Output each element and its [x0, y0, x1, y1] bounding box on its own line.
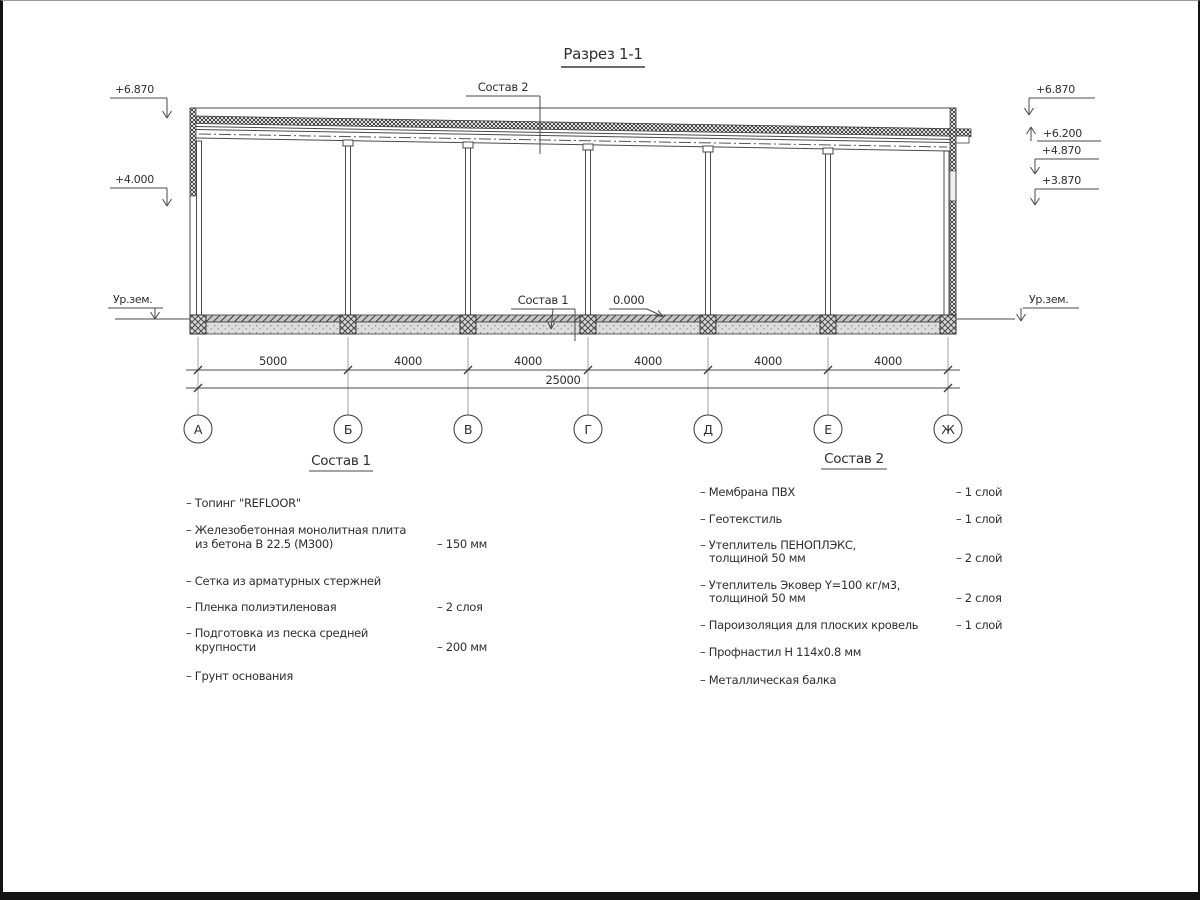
dim-segment-3: 4000 — [513, 354, 543, 368]
elevation-right-3-label: +4.870 — [1042, 144, 1081, 157]
comp1-item-5-value: – 200 мм — [437, 640, 487, 654]
callout-sostav2-label: Состав 2 — [477, 80, 529, 94]
comp2-item-1: – Мембрана ПВХ — [700, 485, 795, 499]
axis-markers — [184, 415, 962, 443]
column-d-capital — [703, 146, 713, 152]
comp1-item-2-value: – 150 мм — [437, 537, 487, 551]
axis-label-v: В — [463, 422, 473, 437]
dim-segment-5: 4000 — [753, 354, 783, 368]
slab-sand-layer — [190, 322, 956, 334]
comp2-item-4-value: – 2 слоя — [956, 591, 1002, 605]
foundation-block-b — [340, 315, 356, 334]
comp2-item-1-value: – 1 слой — [956, 485, 1003, 499]
comp2-item-4-line2: толщиной 50 мм — [709, 591, 806, 605]
elevation-right-1-label: +6.870 — [1036, 83, 1075, 96]
comp1-item-5-line2: крупности — [195, 640, 256, 654]
elevation-right-2-label: +6.200 — [1043, 127, 1082, 140]
axis-label-d: Д — [703, 422, 713, 437]
callout-sostav1-label: Состав 1 — [517, 293, 569, 307]
column-a — [197, 141, 202, 316]
ground-level-right-arrow — [1017, 308, 1026, 321]
column-g — [586, 150, 591, 316]
elevation-left-mid-label: +4.000 — [115, 173, 154, 186]
composition-1 — [186, 453, 487, 683]
dim-segment-4: 4000 — [633, 354, 663, 368]
right-wall-panel-lower — [950, 201, 956, 319]
axis-label-b: Б — [343, 422, 353, 437]
callouts — [466, 80, 663, 341]
composition-2 — [700, 451, 1002, 687]
comp2-item-6: – Профнастил Н 114х0.8 мм — [700, 645, 862, 659]
right-wall-window-band — [950, 171, 956, 201]
roof-overhang-bracket — [956, 136, 969, 143]
zero-level-label: 0.000 — [613, 293, 645, 307]
foundation-block-a — [190, 315, 206, 334]
foundation-block-g — [580, 315, 596, 334]
column-e-capital — [823, 148, 833, 154]
comp2-item-3-value: – 2 слой — [956, 551, 1003, 565]
columns — [197, 140, 950, 316]
elevation-right-2-arrow-up — [1027, 127, 1036, 141]
elevation-marks-left — [108, 83, 172, 319]
elevation-right-4-arrow — [1031, 189, 1040, 205]
elevation-right-4-label: +3.870 — [1042, 174, 1081, 187]
section-drawing-svg — [3, 1, 1200, 900]
comp2-item-2-value: – 1 слой — [956, 512, 1003, 526]
column-zh — [944, 151, 949, 316]
comp1-item-2-line1: – Железобетонная монолитная плита — [186, 523, 407, 537]
axis-label-zh: Ж — [941, 422, 955, 437]
elevation-left-mid-arrow — [163, 188, 172, 206]
dim-segment-1: 5000 — [258, 354, 288, 368]
dim-total: 25000 — [545, 373, 581, 387]
foundation-block-zh — [940, 315, 956, 334]
ground-level-left-arrow — [151, 308, 160, 319]
comp1-item-2-line2: из бетона В 22.5 (М300) — [195, 537, 334, 551]
comp2-item-7: – Металлическая балка — [700, 673, 837, 687]
column-e — [826, 154, 831, 316]
column-b — [346, 146, 351, 316]
comp1-item-1: – Топинг "REFLOOR" — [186, 496, 301, 510]
elevation-left-top-arrow — [163, 98, 172, 118]
comp2-title: Состав 2 — [824, 451, 884, 467]
dim-segment-6: 4000 — [873, 354, 903, 368]
axis-label-e: Е — [824, 422, 832, 437]
comp2-item-5: – Пароизоляция для плоских кровель — [700, 618, 919, 632]
comp1-item-4: – Пленка полиэтиленовая — [186, 600, 337, 614]
comp1-item-5-line1: – Подготовка из песка средней — [186, 626, 369, 640]
comp2-item-3-line2: толщиной 50 мм — [709, 551, 806, 565]
axis-label-a: А — [193, 422, 203, 437]
column-v-capital — [463, 142, 473, 148]
axis-label-g: Г — [584, 422, 592, 437]
left-wall-panel — [190, 108, 196, 196]
comp1-item-4-value: – 2 слоя — [437, 600, 483, 614]
elevation-marks-right — [1017, 83, 1102, 321]
roof — [190, 108, 971, 151]
ground-level-right-label: Ур.зем. — [1029, 293, 1069, 306]
elevation-right-3-arrow — [1031, 159, 1040, 174]
elevation-left-top-label: +6.870 — [115, 83, 154, 96]
comp1-item-6: – Грунт основания — [186, 669, 293, 683]
foundation-block-v — [460, 315, 476, 334]
ground-level-left-label: Ур.зем. — [113, 293, 153, 306]
comp2-item-2: – Геотекстиль — [700, 512, 782, 526]
elevation-right-1-arrow — [1025, 98, 1034, 115]
comp2-item-3-line1: – Утеплитель ПЕНОПЛЭКС, — [700, 538, 856, 552]
floor-slab — [115, 315, 1015, 334]
foundation-block-d — [700, 315, 716, 334]
drawing-title: Разрез 1-1 — [563, 45, 643, 63]
slab-top-layer — [190, 315, 956, 322]
comp1-title: Состав 1 — [311, 453, 371, 469]
foundation-block-e — [820, 315, 836, 334]
right-wall-panel-upper — [950, 108, 956, 171]
column-g-capital — [583, 144, 593, 150]
column-v — [466, 148, 471, 316]
comp2-item-4-line1: – Утеплитель Эковер Y=100 кг/м3, — [700, 578, 901, 592]
dimension-block — [186, 337, 960, 415]
comp2-item-5-value: – 1 слой — [956, 618, 1003, 632]
dim-segment-2: 4000 — [393, 354, 423, 368]
column-b-capital — [343, 140, 353, 146]
roof-beam-bottom-line — [196, 138, 950, 151]
comp1-item-3: – Сетка из арматурных стержней — [186, 574, 381, 588]
column-d — [706, 152, 711, 316]
